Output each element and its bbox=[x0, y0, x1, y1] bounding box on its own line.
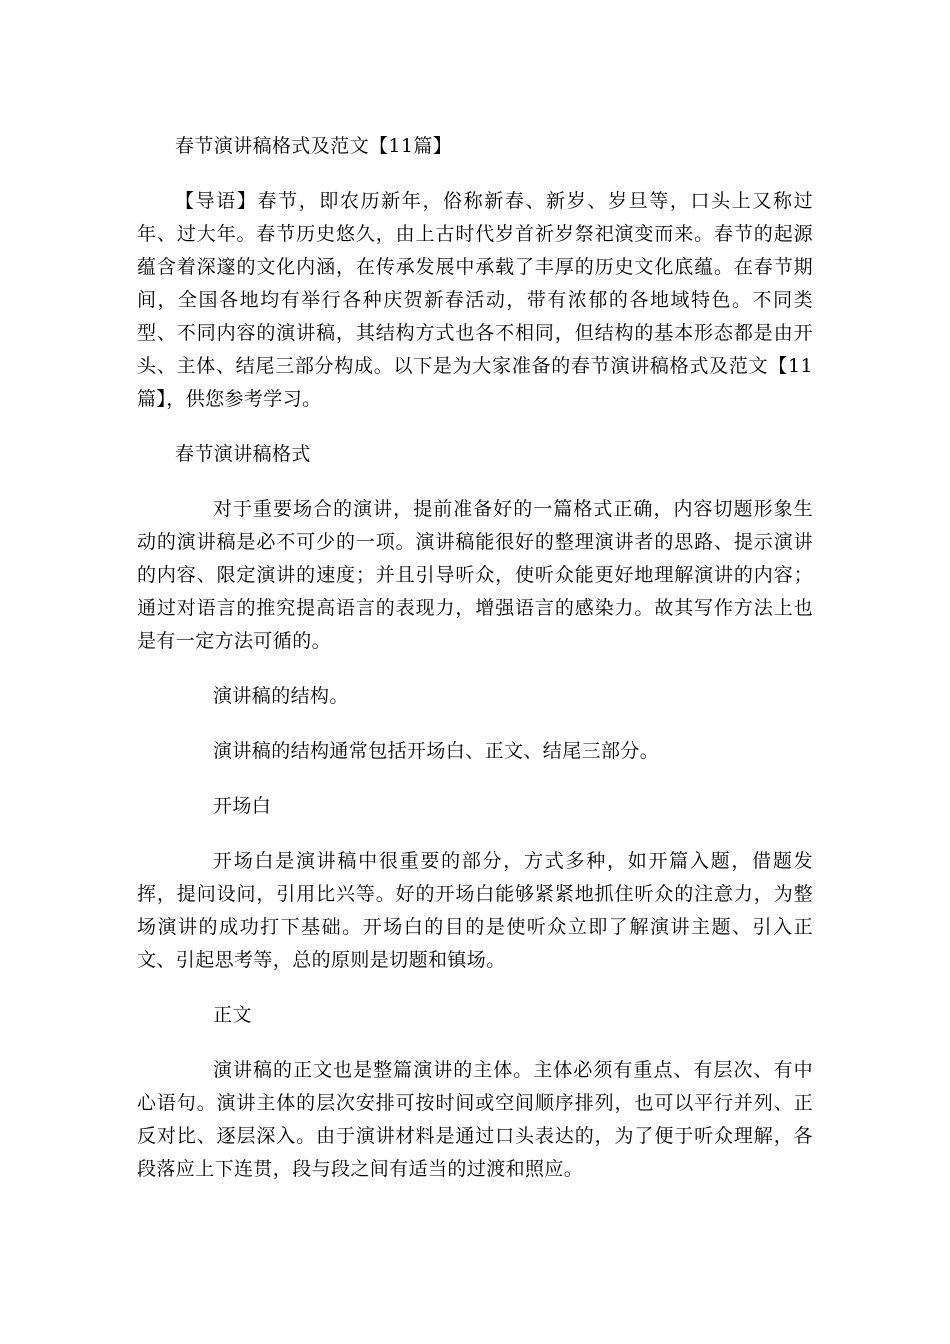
structure-description: 演讲稿的结构通常包括开场白、正文、结尾三部分。 bbox=[213, 740, 660, 762]
document-content bbox=[137, 130, 813, 1208]
section-heading-format: 春节演讲稿格式 bbox=[175, 443, 311, 465]
heading-opening: 开场白 bbox=[213, 795, 272, 817]
intro-paragraph: 【导语】春节，即农历新年，俗称新春、新岁、岁旦等，口头上又称过年、过大年。春节历史悠久，由上古时代岁首祈岁祭祀演变而来。春节的起源蕴含着深邃的文化内涵，在传承发展中承载了丰厚的历史文化底蕴。在春节期间，全国各地均有举行各种庆贺新春活动，带有浓郁的各地域特色。不同类型、不同内容的演讲稿，其结构方式也各不相同，但结构的基本形态都是由开头、主体、结尾三部分构成。以下是为大家准备的春节演讲稿格式及范文【11篇】，供您参考学习。 bbox=[137, 190, 813, 410]
paragraph-body: 演讲稿的正文也是整篇演讲的主体。主体必须有重点、有层次、有中心语句。演讲主体的层次安排可按时间或空间顺序排列，也可以平行并列、正反对比、逐层深入。由于演讲材料是通过口头表达的，为了便于听众理解，各段落应上下连贯，段与段之间有适当的过渡和照应。 bbox=[137, 1059, 813, 1180]
paragraph-importance: 对于重要场合的演讲，提前准备好的一篇格式正确，内容切题形象生动的演讲稿是必不可少的一项。演讲稿能很好的整理演讲者的思路、提示演讲的内容、限定演讲的速度；并且引导听众，使听众能更好地理解演讲的内容；通过对语言的推究提高语言的表现力，增强语言的感染力。故其写作方法上也是有一定方法可循的。 bbox=[137, 498, 813, 652]
document-title: 春节演讲稿格式及范文【11篇】 bbox=[175, 135, 453, 157]
paragraph-opening: 开场白是演讲稿中很重要的部分，方式多种，如开篇入题，借题发挥，提问设问，引用比兴等。好的开场白能够紧紧地抓住听众的注意力，为整场演讲的成功打下基础。开场白的目的是使听众立即了解演讲主题、引入正文、引起思考等，总的原则是切题和镇场。 bbox=[137, 850, 813, 971]
heading-structure: 演讲稿的结构。 bbox=[213, 685, 349, 707]
heading-body: 正文 bbox=[213, 1004, 252, 1026]
